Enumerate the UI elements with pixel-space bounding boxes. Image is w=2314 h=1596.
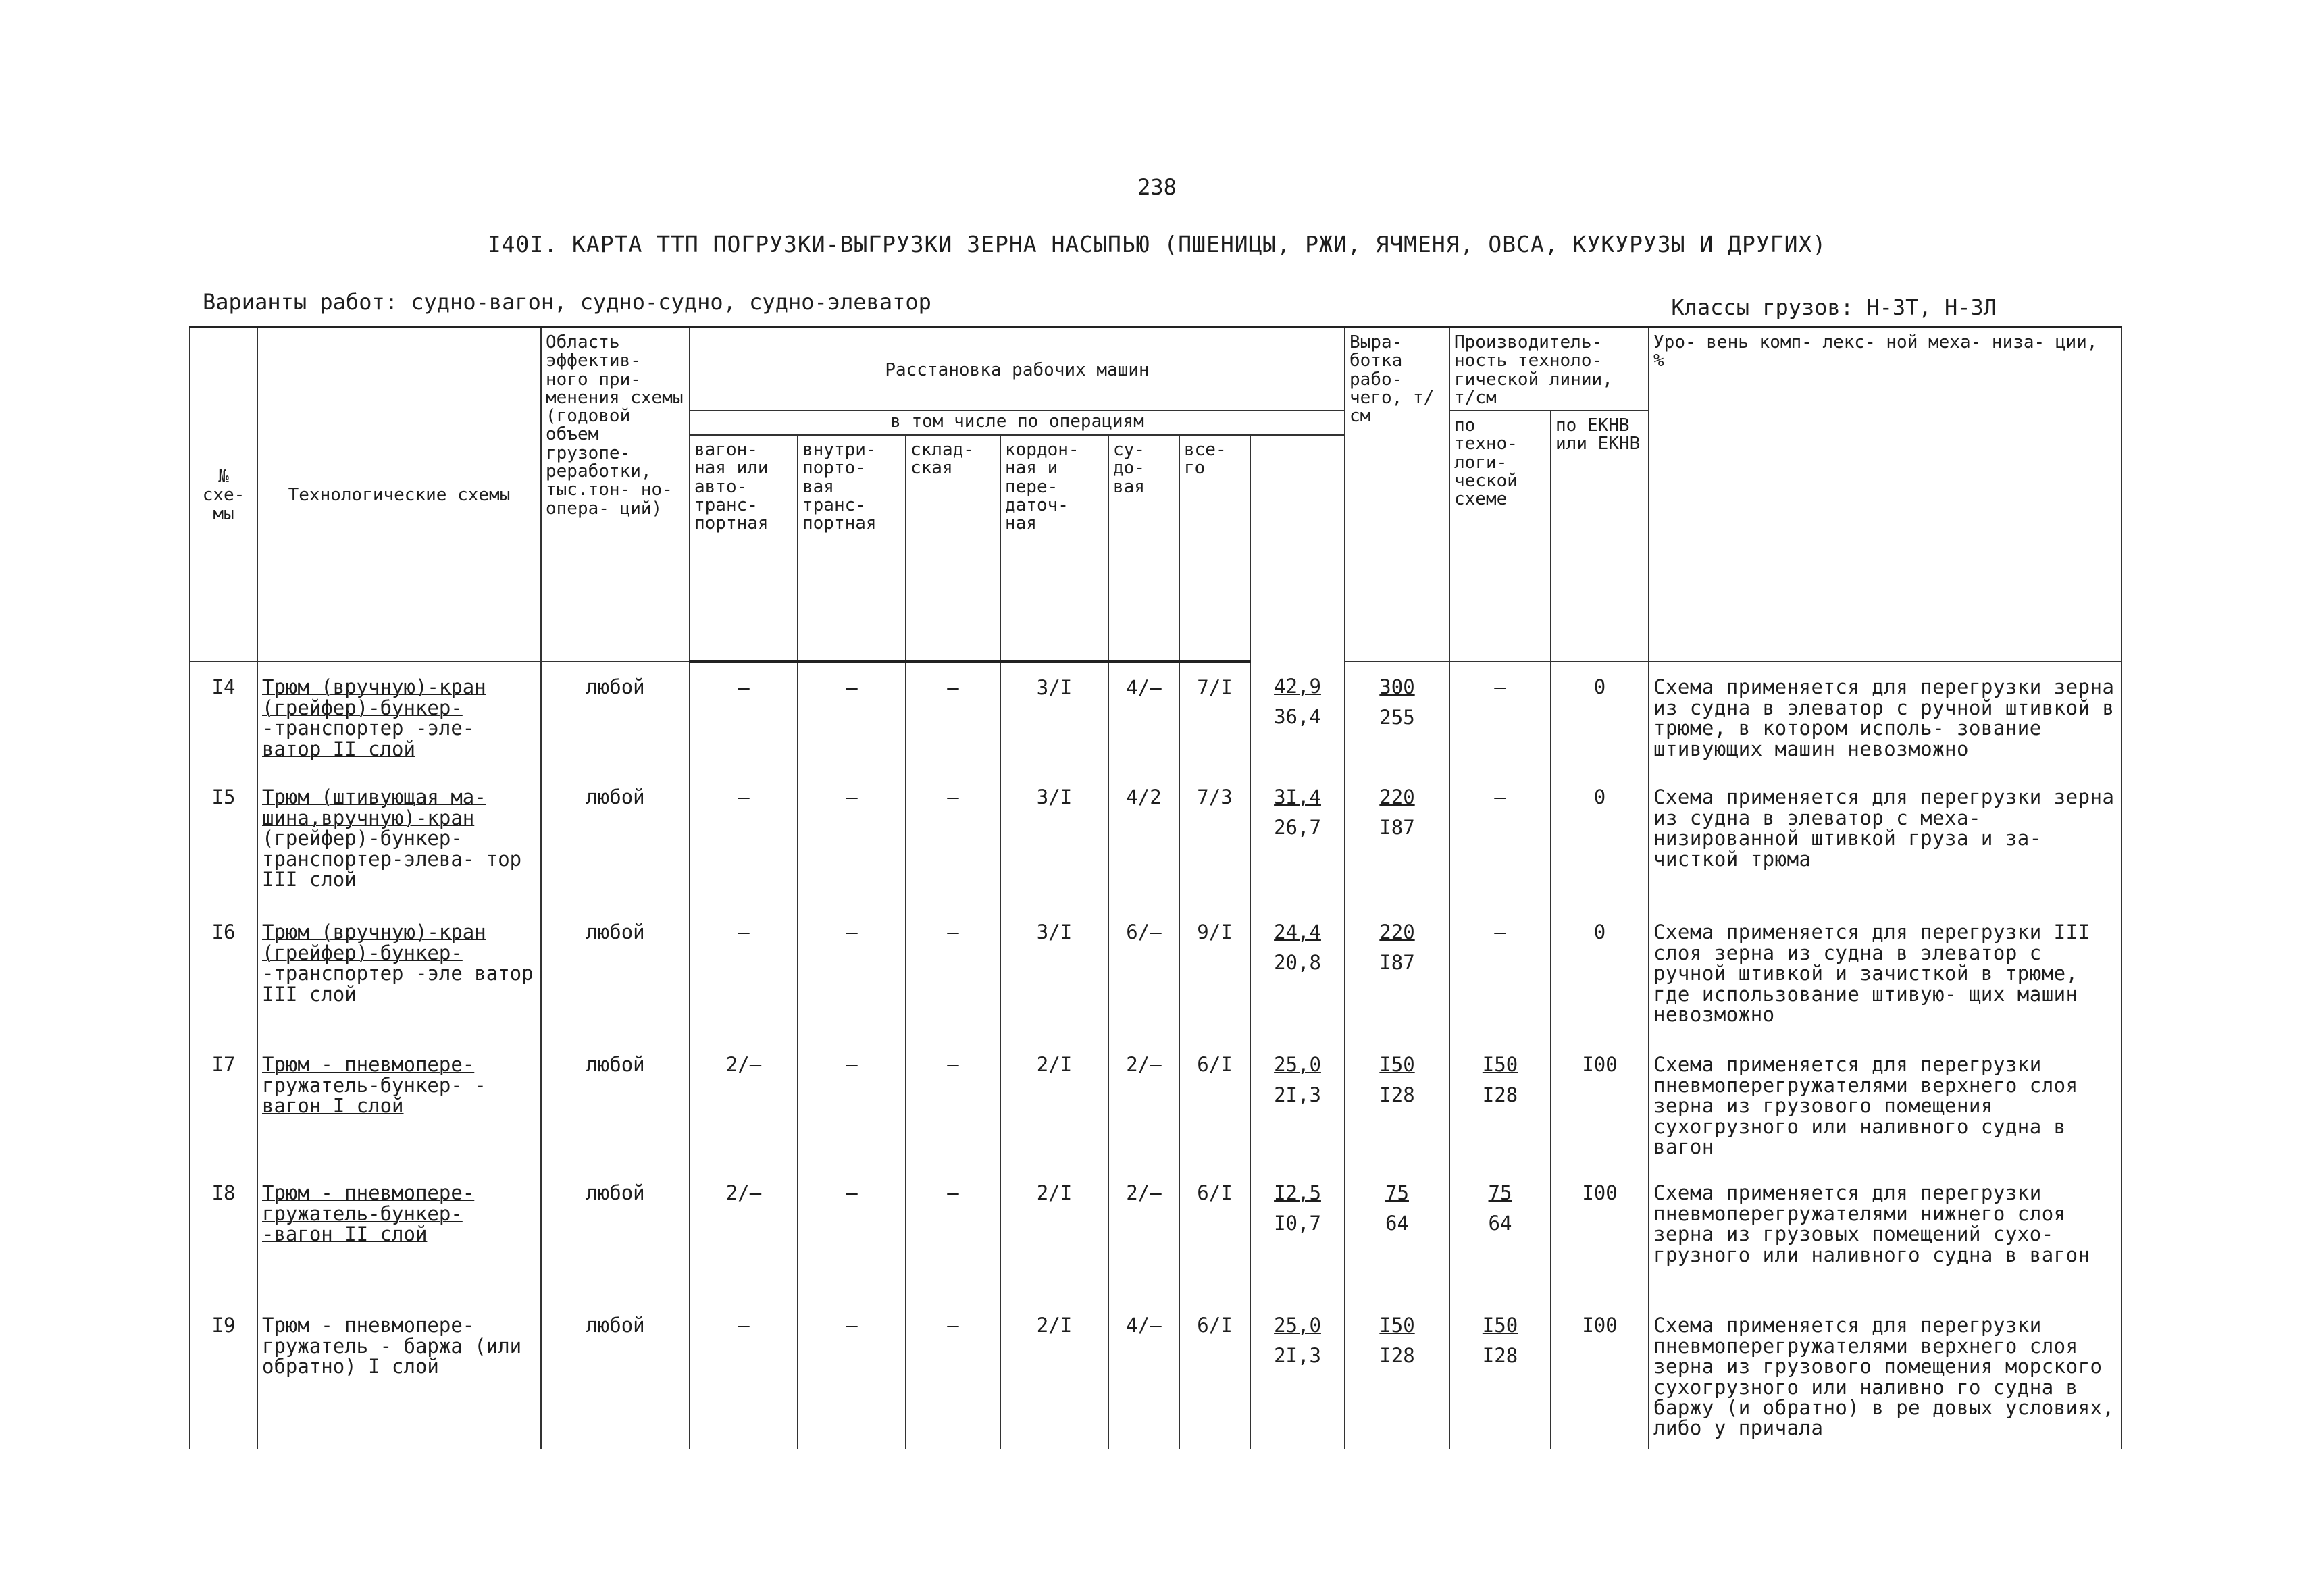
productivity-by-scheme [1345, 1039, 1449, 1168]
cargo-classes: Классы грузов: Н-3Т, Н-3Л [1671, 294, 1997, 320]
mechanization-level: I00 [1551, 1300, 1649, 1449]
scheme-number: I4 [190, 661, 257, 772]
application-area: любой [541, 907, 690, 1039]
header-technological-schemes: Технологические схемы [257, 327, 541, 661]
warehouse-value: – [906, 1039, 1000, 1168]
productivity-by-scheme [1345, 1300, 1449, 1449]
prod-eknv-denominator: 64 [1488, 1211, 1512, 1235]
worker-output [1250, 661, 1345, 772]
scheme-number: I6 [190, 907, 257, 1039]
total-value: 6/I [1179, 1039, 1250, 1168]
application-area: любой [541, 1168, 690, 1300]
scheme-number: I5 [190, 772, 257, 907]
scheme-description [257, 1168, 541, 1300]
header-kordon-transfer: кордон- ная и пере- даточ- ная [1000, 435, 1108, 661]
mechanization-level: 0 [1551, 772, 1649, 907]
wagon-transport-value: – [690, 772, 798, 907]
worker-output [1250, 772, 1345, 907]
output-denominator: 20,8 [1274, 950, 1321, 974]
header-total: все- го [1179, 435, 1250, 661]
mechanization-level: 0 [1551, 661, 1649, 772]
productivity-by-eknv [1449, 772, 1551, 907]
header-ship: су- до- вая [1108, 435, 1179, 661]
productivity-by-eknv [1449, 1039, 1551, 1168]
table-row [190, 1300, 2122, 1449]
ship-value: 6/– [1108, 907, 1179, 1039]
kordon-value: 3/I [1000, 907, 1108, 1039]
productivity-by-scheme [1345, 661, 1449, 772]
productivity-by-eknv [1449, 1168, 1551, 1300]
worker-output [1250, 1300, 1345, 1449]
scheme-description [257, 661, 541, 772]
scheme-text: Трюм (вручную)-кран (грейфер)-бункер- -транспортер -эле ватор III слой [262, 921, 534, 1006]
scheme-purpose: Схема применяется для перегрузки пневмоперегружателями верхнего слоя зерна из грузового помещения сухогрузного или наливного судна в вагон [1649, 1039, 2122, 1168]
productivity-by-eknv [1449, 661, 1551, 772]
intraport-transport-value: – [798, 1300, 906, 1449]
header-line-productivity: Производитель- ность техноло- гической линии, т/см [1449, 327, 1649, 411]
scheme-purpose: Схема применяется для перегрузки III слоя зерна из судна в элеватор с ручной штивкой и зачисткой в трюме, где использование штивую- щих машин невозможно [1649, 907, 2122, 1039]
ship-value: 4/– [1108, 661, 1179, 772]
output-numerator: I2,5 [1274, 1181, 1321, 1205]
prod-scheme-numerator: I50 [1379, 1053, 1415, 1077]
intraport-transport-value: – [798, 1039, 906, 1168]
application-area: любой [541, 1300, 690, 1449]
prod-scheme-numerator: I50 [1379, 1314, 1415, 1337]
scheme-purpose: Схема применяется для перегрузки зерна из судна в элеватор с меха- низированной штивкой груза и за- чисткой трюма [1649, 772, 2122, 907]
productivity-by-scheme [1345, 1168, 1449, 1300]
header-application-area: Область эффектив- ного при- менения схемы (годовой объем грузопе- реработки, тыс.тон- но-опера- ций) [541, 327, 690, 661]
application-area: любой [541, 661, 690, 772]
scheme-text: Трюм (штивующая ма- шина,вручную)-кран (грейфер)-бункер- транспортер-элева- тор III слой [262, 786, 522, 891]
output-numerator: 25,0 [1274, 1314, 1321, 1337]
application-area: любой [541, 1039, 690, 1168]
scheme-purpose: Схема применяется для перегрузки пневмоперегружателями верхнего слоя зерна из грузового помещения морского сухогрузного или наливно го судна в баржу (и обратно) в ре довых условиях, либо у причала [1649, 1300, 2122, 1449]
table-row [190, 1168, 2122, 1300]
kordon-value: 2/I [1000, 1039, 1108, 1168]
output-denominator: 36,4 [1274, 704, 1321, 728]
scheme-description [257, 772, 541, 907]
warehouse-value: – [906, 907, 1000, 1039]
prod-scheme-numerator: 220 [1379, 786, 1415, 809]
productivity-by-scheme [1345, 772, 1449, 907]
ship-value: 2/– [1108, 1039, 1179, 1168]
productivity-by-scheme [1345, 907, 1449, 1039]
scheme-number: I8 [190, 1168, 257, 1300]
header-machine-placement: Расстановка рабочих машин [690, 327, 1345, 411]
scheme-description [257, 907, 541, 1039]
mechanization-level: I00 [1551, 1168, 1649, 1300]
table-row [190, 772, 2122, 907]
output-numerator: 3I,4 [1274, 786, 1321, 809]
prod-scheme-denominator: I87 [1379, 815, 1415, 839]
wagon-transport-value: – [690, 661, 798, 772]
productivity-by-eknv [1449, 1300, 1551, 1449]
prod-eknv-numerator: – [1494, 786, 1506, 809]
total-value: 7/I [1179, 661, 1250, 772]
scheme-text: Трюм - пневмопере- гружатель-бункер- -вагон II слой [262, 1181, 475, 1246]
warehouse-value: – [906, 1168, 1000, 1300]
table-row [190, 1039, 2122, 1168]
prod-scheme-denominator: I28 [1379, 1083, 1415, 1106]
application-area: любой [541, 772, 690, 907]
header-by-eknv: по ЕКНВ или ЕКНВ [1551, 411, 1649, 661]
scheme-purpose: Схема применяется для перегрузки пневмоперегружателями нижнего слоя зерна из грузовых помещений сухо- грузного или наливного судна в вагон [1649, 1168, 2122, 1300]
worker-output [1250, 907, 1345, 1039]
worker-output [1250, 1168, 1345, 1300]
prod-scheme-denominator: I28 [1379, 1343, 1415, 1367]
header-wagon-transport: вагон- ная или авто- транс- портная [690, 435, 798, 661]
header-worker-output: Выра- ботка рабо- чего, т/см [1345, 327, 1449, 661]
total-value: 6/I [1179, 1168, 1250, 1300]
intraport-transport-value: – [798, 772, 906, 907]
header-scheme-number: № схе- мы [190, 327, 257, 661]
total-value: 6/I [1179, 1300, 1250, 1449]
output-denominator: 2I,3 [1274, 1083, 1321, 1106]
scheme-text: Трюм (вручную)-кран (грейфер)-бункер- -транспортер -эле- ватор II слой [262, 675, 486, 761]
output-denominator: 2I,3 [1274, 1343, 1321, 1367]
intraport-transport-value: – [798, 661, 906, 772]
warehouse-value: – [906, 772, 1000, 907]
prod-eknv-numerator: I50 [1482, 1053, 1518, 1077]
scheme-description [257, 1300, 541, 1449]
tech-schemes-table [189, 326, 2122, 1449]
total-value: 7/3 [1179, 772, 1250, 907]
prod-scheme-numerator: 75 [1385, 1181, 1409, 1205]
output-numerator: 42,9 [1274, 675, 1321, 698]
prod-scheme-denominator: I87 [1379, 950, 1415, 974]
header-intraport-transport: внутри- порто- вая транс- портная [798, 435, 906, 661]
intraport-transport-value: – [798, 1168, 906, 1300]
page-number: 238 [1137, 174, 1177, 200]
scheme-number: I9 [190, 1300, 257, 1449]
prod-scheme-denominator: 64 [1385, 1211, 1409, 1235]
output-denominator: 26,7 [1274, 815, 1321, 839]
wagon-transport-value: – [690, 907, 798, 1039]
ship-value: 4/– [1108, 1300, 1179, 1449]
intraport-transport-value: – [798, 907, 906, 1039]
scheme-text: Трюм - пневмопере- гружатель - баржа (или обратно) I слой [262, 1314, 522, 1379]
prod-scheme-numerator: 220 [1379, 921, 1415, 944]
prod-eknv-numerator: – [1494, 921, 1506, 944]
kordon-value: 3/I [1000, 772, 1108, 907]
prod-scheme-numerator: 300 [1379, 675, 1415, 699]
productivity-by-eknv [1449, 907, 1551, 1039]
header-mechanization-level: Уро- вень комп- лекс- ной меха- низа- ции, % [1649, 327, 2122, 661]
prod-eknv-denominator: I28 [1482, 1083, 1518, 1106]
document-title: I40I. КАРТА ТТП ПОГРУЗКИ-ВЫГРУЗКИ ЗЕРНА НАСЫПЬЮ (ПШЕНИЦЫ, РЖИ, ЯЧМЕНЯ, ОВСА, КУКУРУЗЫ И ДРУГИХ) [487, 231, 1827, 257]
output-numerator: 25,0 [1274, 1053, 1321, 1077]
output-numerator: 24,4 [1274, 921, 1321, 944]
prod-eknv-numerator: 75 [1488, 1181, 1512, 1205]
wagon-transport-value: 2/– [690, 1168, 798, 1300]
wagon-transport-value: – [690, 1300, 798, 1449]
kordon-value: 2/I [1000, 1168, 1108, 1300]
scheme-text: Трюм - пневмопере- гружатель-бункер- - вагон I слой [262, 1053, 486, 1118]
scheme-description [257, 1039, 541, 1168]
prod-eknv-numerator: I50 [1482, 1314, 1518, 1337]
kordon-value: 3/I [1000, 661, 1108, 772]
work-variants: Варианты работ: судно-вагон, судно-судно, судно-элеватор [203, 289, 931, 315]
ship-value: 4/2 [1108, 772, 1179, 907]
warehouse-value: – [906, 661, 1000, 772]
prod-scheme-denominator: 255 [1379, 705, 1415, 729]
warehouse-value: – [906, 1300, 1000, 1449]
scheme-purpose: Схема применяется для перегрузки зерна из судна в элеватор с ручной штивкой в трюме, в котором исполь- зование штивующих машин невозможно [1649, 661, 2122, 772]
worker-output [1250, 1039, 1345, 1168]
ship-value: 2/– [1108, 1168, 1179, 1300]
header-warehouse: склад- ская [906, 435, 1000, 661]
mechanization-level: I00 [1551, 1039, 1649, 1168]
table-row [190, 661, 2122, 772]
wagon-transport-value: 2/– [690, 1039, 798, 1168]
mechanization-level: 0 [1551, 907, 1649, 1039]
kordon-value: 2/I [1000, 1300, 1108, 1449]
header-by-operations: в том числе по операциям [690, 411, 1345, 435]
total-value: 9/I [1179, 907, 1250, 1039]
table-row [190, 907, 2122, 1039]
prod-eknv-denominator: I28 [1482, 1343, 1518, 1367]
prod-eknv-numerator: – [1494, 675, 1506, 699]
header-by-tech-scheme: по техно- логи- ческой схеме [1449, 411, 1551, 661]
scheme-number: I7 [190, 1039, 257, 1168]
output-denominator: I0,7 [1274, 1211, 1321, 1235]
